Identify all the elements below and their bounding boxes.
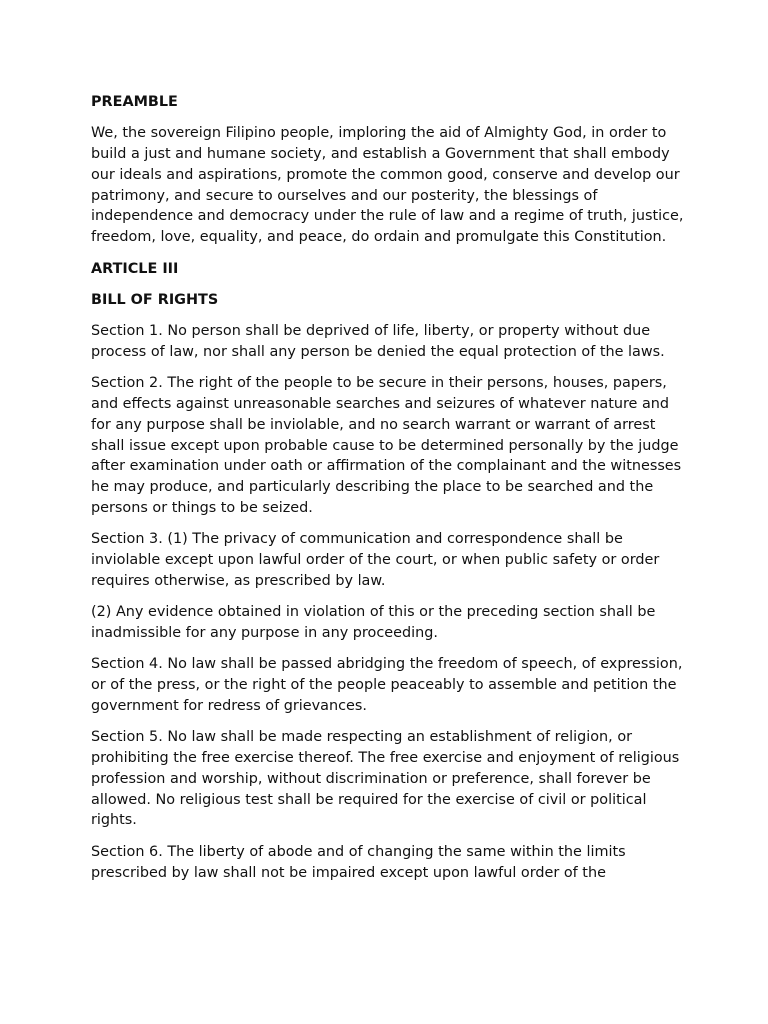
section-6-paragraph: Section 6. The liberty of abode and of changing the same within the limits prescribed by law shall not be impaired except upon lawful order of the	[91, 843, 626, 881]
section-3-2-paragraph: (2) Any evidence obtained in violation of this or the preceding section shall be inadmissible for any purpose in any proceeding.	[91, 604, 656, 642]
section-2-paragraph: Section 2. The right of the people to be secure in their persons, houses, papers, and effects against unreasonable searches and seizures of whatever nature and for any purpose shall be inviolable, and no search warrant or warrant of arrest shall issue except upon probable cause to be determined personally by the judge after examination under oath or affirmation of the complainant and the witnesses he may produce, and particularly describing the place to be searched and the persons or things to be seized.	[91, 375, 682, 517]
document-page	[91, 92, 691, 894]
section-4-paragraph: Section 4. No law shall be passed abridging the freedom of speech, of expression, or of the press, or the right of the people peaceably to assemble and petition the government for redress of grievances.	[91, 656, 683, 714]
section-3-paragraph: Section 3. (1) The privacy of communication and correspondence shall be inviolable except upon lawful order of the court, or when public safety or order requires otherwise, as prescribed by law.	[91, 531, 660, 589]
section-5-paragraph: Section 5. No law shall be made respecting an establishment of religion, or prohibiting the free exercise thereof. The free exercise and enjoyment of religious profession and worship, without discrimination or preference, shall forever be allowed. No religious test shall be required for the exercise of civil or political rights.	[91, 729, 680, 829]
preamble-text: We, the sovereign Filipino people, imploring the aid of Almighty God, in order to build a just and humane society, and establish a Government that shall embody our ideals and aspirations, promote the common good, conserve and develop our patrimony, and secure to ourselves and our posterity, the blessings of independence and democracy under the rule of law and a regime of truth, justice, freedom, love, equality, and peace, do ordain and promulgate this Constitution.	[91, 125, 684, 246]
bill-of-rights-heading: BILL OF RIGHTS	[91, 291, 219, 308]
section-1-paragraph: Section 1. No person shall be deprived of life, liberty, or property without due process of law, nor shall any person be denied the equal protection of the laws.	[91, 323, 665, 360]
preamble-heading: PREAMBLE	[91, 94, 178, 110]
article-heading: ARTICLE III	[91, 260, 179, 277]
